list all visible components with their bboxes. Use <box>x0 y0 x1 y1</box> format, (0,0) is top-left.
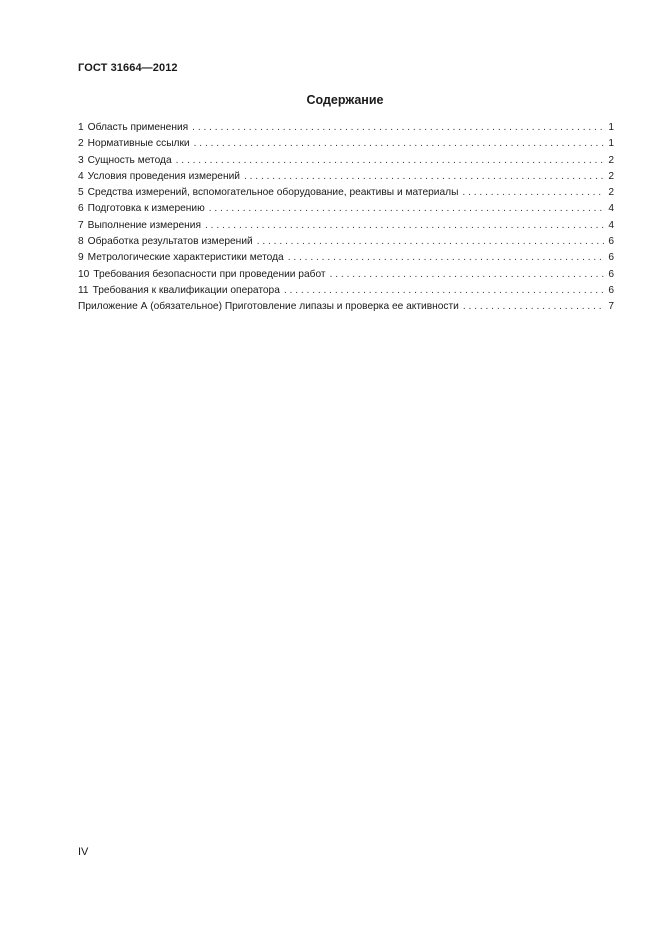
toc-entry-number: 10 <box>78 268 90 280</box>
toc-entry-page: 6 <box>608 252 614 264</box>
toc-entry[interactable] <box>78 267 614 283</box>
toc-entry[interactable] <box>78 136 614 152</box>
toc-dot-leader <box>176 153 604 169</box>
toc-entry[interactable] <box>78 201 614 217</box>
toc-dot-leader <box>205 218 604 234</box>
toc-entry-appendix[interactable] <box>78 299 614 315</box>
toc-entry-page: 2 <box>608 187 614 199</box>
toc-dot-leader <box>463 299 604 315</box>
toc-entry-label: Приложение А (обязательное) Приготовление липазы и проверка ее активности <box>78 301 459 313</box>
toc-entry-page: 4 <box>608 219 614 231</box>
toc-entry-label: Подготовка к измерению <box>87 203 205 215</box>
toc-entry-label: Нормативные ссылки <box>87 138 190 150</box>
toc-entry-page: 7 <box>608 301 614 313</box>
toc-entry-label: Условия проведения измерений <box>87 170 240 182</box>
toc-entry-number: 4 <box>78 170 84 182</box>
toc-dot-leader <box>244 169 604 185</box>
toc-entry[interactable] <box>78 185 614 201</box>
page-number: IV <box>78 846 89 858</box>
toc-dot-leader <box>288 250 604 266</box>
toc-entry[interactable] <box>78 120 614 136</box>
toc-entry[interactable] <box>78 283 614 299</box>
toc-entry[interactable] <box>78 250 614 266</box>
toc-entry-page: 2 <box>608 170 614 182</box>
table-of-contents <box>78 120 614 316</box>
toc-entry-label: Выполнение измерения <box>87 219 201 231</box>
toc-entry-page: 4 <box>608 203 614 215</box>
document-code: ГОСТ 31664—2012 <box>78 62 178 74</box>
toc-dot-leader <box>192 120 604 136</box>
toc-entry-number: 1 <box>78 122 84 133</box>
toc-entry-label: Сущность метода <box>87 154 172 166</box>
toc-entry-number: 9 <box>78 252 84 264</box>
toc-entry-number: 11 <box>78 284 89 296</box>
toc-entry-page: 6 <box>608 236 614 248</box>
toc-entry-number: 7 <box>78 219 84 231</box>
toc-dot-leader <box>257 234 604 250</box>
toc-entry[interactable] <box>78 153 614 169</box>
toc-dot-leader <box>194 136 604 152</box>
toc-entry-number: 3 <box>78 154 84 166</box>
toc-entry-number: 6 <box>78 203 84 215</box>
toc-entry-page: 2 <box>608 154 614 166</box>
toc-entry[interactable] <box>78 169 614 185</box>
toc-entry-page: 6 <box>608 268 614 280</box>
toc-entry-number: 8 <box>78 236 84 248</box>
toc-dot-leader <box>284 283 604 299</box>
toc-entry-page: 1 <box>608 122 614 133</box>
toc-entry-label: Обработка результатов измерений <box>87 236 253 248</box>
toc-entry-label: Средства измерений, вспомогательное оборудование, реактивы и материалы <box>87 187 459 199</box>
toc-entry-label: Метрологические характеристики метода <box>87 252 284 264</box>
toc-entry-number: 5 <box>78 187 84 199</box>
toc-entry-page: 1 <box>608 138 614 150</box>
toc-entry[interactable] <box>78 234 614 250</box>
toc-dot-leader <box>462 185 604 201</box>
toc-entry-label: Требования к квалификации оператора <box>92 284 280 296</box>
toc-entry-label: Требования безопасности при проведении работ <box>93 268 326 280</box>
toc-dot-leader <box>330 267 604 283</box>
toc-dot-leader <box>209 201 604 217</box>
toc-entry-label: Область применения <box>87 122 189 133</box>
toc-entry-number: 2 <box>78 138 84 150</box>
toc-entry-page: 6 <box>608 284 614 296</box>
toc-entry[interactable] <box>78 218 614 234</box>
toc-title: Содержание <box>306 93 384 107</box>
